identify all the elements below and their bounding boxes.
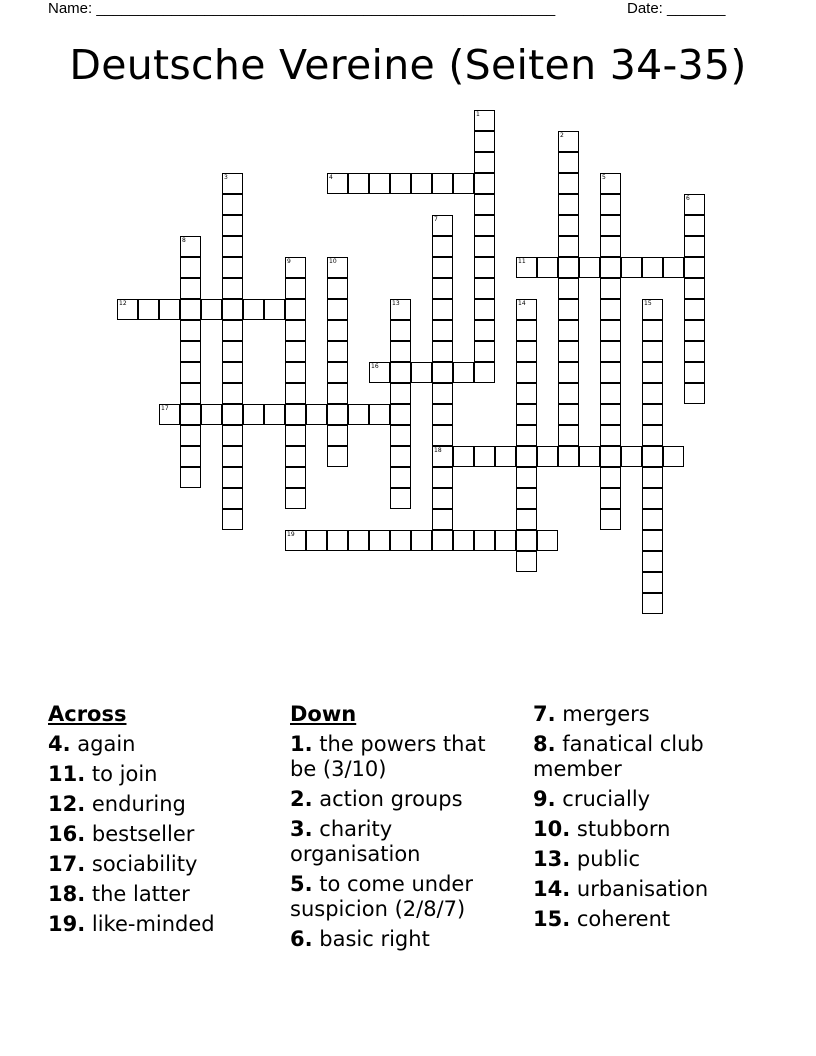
grid-cell[interactable] — [642, 383, 663, 404]
grid-cell[interactable] — [516, 383, 537, 404]
grid-cell[interactable] — [558, 278, 579, 299]
grid-cell[interactable] — [432, 446, 453, 467]
grid-cell[interactable] — [201, 299, 222, 320]
grid-cell[interactable] — [327, 278, 348, 299]
clue-number: 17. — [48, 852, 86, 876]
clue-item — [533, 787, 773, 812]
grid-cell[interactable] — [180, 383, 201, 404]
clue-item — [48, 912, 268, 937]
grid-cell[interactable] — [642, 509, 663, 530]
grid-cell[interactable] — [222, 299, 243, 320]
grid-cell[interactable] — [390, 446, 411, 467]
grid-cell[interactable] — [579, 446, 600, 467]
grid-cell[interactable] — [516, 404, 537, 425]
clue-number: 15. — [533, 907, 571, 931]
grid-cell[interactable] — [600, 362, 621, 383]
grid-cell[interactable] — [558, 383, 579, 404]
grid-cell[interactable] — [180, 467, 201, 488]
grid-cell[interactable] — [390, 320, 411, 341]
grid-cell[interactable] — [432, 362, 453, 383]
clue-text: to join — [85, 762, 158, 786]
grid-cell[interactable] — [390, 173, 411, 194]
cell-number: 16 — [371, 363, 379, 370]
grid-cell[interactable] — [558, 173, 579, 194]
grid-cell[interactable] — [285, 299, 306, 320]
clue-item — [533, 877, 773, 902]
grid-cell[interactable] — [180, 341, 201, 362]
grid-cell[interactable] — [327, 383, 348, 404]
grid-cell[interactable] — [663, 257, 684, 278]
grid-cell[interactable] — [558, 299, 579, 320]
clue-item — [290, 732, 510, 782]
grid-cell[interactable] — [474, 215, 495, 236]
grid-cell[interactable] — [432, 488, 453, 509]
grid-cell[interactable] — [684, 362, 705, 383]
grid-cell[interactable] — [600, 446, 621, 467]
clue-number: 13. — [533, 847, 571, 871]
grid-cell[interactable] — [558, 236, 579, 257]
clue-item — [533, 847, 773, 872]
grid-cell[interactable] — [390, 362, 411, 383]
clue-text: enduring — [85, 792, 186, 816]
grid-cell[interactable] — [642, 341, 663, 362]
grid-cell[interactable] — [285, 341, 306, 362]
clue-text: coherent — [570, 907, 671, 931]
grid-cell[interactable] — [285, 383, 306, 404]
clue-item — [48, 822, 268, 847]
grid-cell[interactable] — [390, 404, 411, 425]
grid-cell[interactable] — [159, 299, 180, 320]
grid-cell[interactable] — [474, 299, 495, 320]
grid-cell[interactable] — [600, 320, 621, 341]
grid-cell[interactable] — [222, 278, 243, 299]
grid-cell[interactable] — [684, 320, 705, 341]
grid-cell[interactable] — [600, 194, 621, 215]
clue-number: 18. — [48, 882, 86, 906]
across-heading: Across — [48, 702, 127, 726]
clue-number: 3. — [290, 817, 313, 841]
grid-cell[interactable] — [285, 425, 306, 446]
grid-cell[interactable] — [474, 362, 495, 383]
cell-number: 1 — [476, 111, 480, 118]
grid-cell[interactable] — [600, 278, 621, 299]
grid-cell[interactable] — [495, 446, 516, 467]
clue-item — [290, 787, 510, 812]
grid-cell[interactable] — [264, 299, 285, 320]
grid-cell[interactable] — [327, 446, 348, 467]
grid-cell[interactable] — [600, 509, 621, 530]
clue-text: mergers — [555, 702, 650, 726]
grid-cell[interactable] — [684, 236, 705, 257]
cell-number: 8 — [182, 237, 186, 244]
clue-number: 9. — [533, 787, 556, 811]
cell-number: 5 — [602, 174, 606, 181]
grid-cell[interactable] — [180, 446, 201, 467]
grid-cell[interactable] — [222, 488, 243, 509]
cell-number: 2 — [560, 132, 564, 139]
grid-cell[interactable] — [222, 173, 243, 194]
grid-cell[interactable] — [348, 530, 369, 551]
clue-item — [290, 927, 510, 952]
grid-cell[interactable] — [537, 446, 558, 467]
grid-cell[interactable] — [558, 362, 579, 383]
grid-cell[interactable] — [684, 299, 705, 320]
grid-cell[interactable] — [285, 278, 306, 299]
grid-cell[interactable] — [642, 362, 663, 383]
grid-cell[interactable] — [516, 299, 537, 320]
grid-cell[interactable] — [432, 257, 453, 278]
grid-cell[interactable] — [222, 362, 243, 383]
grid-cell[interactable] — [600, 299, 621, 320]
grid-cell[interactable] — [474, 131, 495, 152]
grid-cell[interactable] — [432, 530, 453, 551]
grid-cell[interactable] — [516, 425, 537, 446]
clue-item — [290, 817, 510, 867]
cell-number: 11 — [518, 258, 526, 265]
grid-cell[interactable] — [558, 215, 579, 236]
grid-cell[interactable] — [327, 299, 348, 320]
grid-cell[interactable] — [642, 299, 663, 320]
grid-cell[interactable] — [642, 425, 663, 446]
clue-number: 7. — [533, 702, 556, 726]
grid-cell[interactable] — [159, 404, 180, 425]
grid-cell[interactable] — [264, 404, 285, 425]
grid-cell[interactable] — [558, 131, 579, 152]
clue-text: again — [70, 732, 136, 756]
grid-cell[interactable] — [348, 173, 369, 194]
grid-cell[interactable] — [222, 236, 243, 257]
grid-cell[interactable] — [285, 362, 306, 383]
clue-text: sociability — [85, 852, 198, 876]
grid-cell[interactable] — [495, 530, 516, 551]
grid-cell[interactable] — [474, 446, 495, 467]
grid-cell[interactable] — [516, 488, 537, 509]
clue-item — [48, 762, 268, 787]
clue-item — [48, 852, 268, 877]
grid-cell[interactable] — [432, 173, 453, 194]
clue-text: charity organisation — [290, 817, 421, 866]
grid-cell[interactable] — [285, 257, 306, 278]
grid-cell[interactable] — [285, 488, 306, 509]
grid-cell[interactable] — [600, 383, 621, 404]
grid-cell[interactable] — [558, 152, 579, 173]
clue-number: 11. — [48, 762, 86, 786]
grid-cell[interactable] — [180, 425, 201, 446]
clue-item — [48, 882, 268, 907]
clue-number: 10. — [533, 817, 571, 841]
grid-cell[interactable] — [243, 299, 264, 320]
grid-cell[interactable] — [600, 236, 621, 257]
grid-cell[interactable] — [642, 467, 663, 488]
cell-number: 17 — [161, 405, 169, 412]
clue-number: 16. — [48, 822, 86, 846]
down-list-2 — [533, 702, 773, 932]
grid-cell[interactable] — [600, 404, 621, 425]
clue-text: stubborn — [570, 817, 671, 841]
grid-cell[interactable] — [621, 257, 642, 278]
grid-cell[interactable] — [516, 530, 537, 551]
grid-cell[interactable] — [684, 257, 705, 278]
down-clues-continued — [533, 702, 773, 937]
clue-number: 5. — [290, 872, 313, 896]
grid-cell[interactable] — [516, 467, 537, 488]
grid-cell[interactable] — [684, 278, 705, 299]
grid-cell[interactable] — [432, 383, 453, 404]
name-line[interactable]: Name: _______________________________________________________ — [48, 0, 556, 17]
grid-cell[interactable] — [558, 257, 579, 278]
grid-cell[interactable] — [432, 341, 453, 362]
clue-number: 12. — [48, 792, 86, 816]
grid-cell[interactable] — [684, 341, 705, 362]
clue-number: 1. — [290, 732, 313, 756]
grid-cell[interactable] — [516, 509, 537, 530]
grid-cell[interactable] — [453, 446, 474, 467]
cell-number: 6 — [686, 195, 690, 202]
cell-number: 3 — [224, 174, 228, 181]
grid-cell[interactable] — [453, 530, 474, 551]
grid-cell[interactable] — [537, 530, 558, 551]
grid-cell[interactable] — [474, 173, 495, 194]
clue-text: the latter — [85, 882, 190, 906]
cell-number: 9 — [287, 258, 291, 265]
grid-cell[interactable] — [222, 446, 243, 467]
clue-number: 19. — [48, 912, 86, 936]
cell-number: 12 — [119, 300, 127, 307]
clue-item — [533, 702, 773, 727]
grid-cell[interactable] — [390, 299, 411, 320]
grid-cell[interactable] — [243, 404, 264, 425]
grid-cell[interactable] — [327, 173, 348, 194]
grid-cell[interactable] — [432, 404, 453, 425]
grid-cell[interactable] — [432, 278, 453, 299]
grid-cell[interactable] — [432, 320, 453, 341]
across-list — [48, 732, 268, 937]
cell-number: 13 — [392, 300, 400, 307]
grid-cell[interactable] — [411, 362, 432, 383]
grid-cell[interactable] — [285, 320, 306, 341]
clue-text: action groups — [312, 787, 463, 811]
grid-cell[interactable] — [474, 341, 495, 362]
grid-cell[interactable] — [684, 383, 705, 404]
grid-cell[interactable] — [369, 362, 390, 383]
clue-item — [48, 732, 268, 757]
grid-cell[interactable] — [327, 257, 348, 278]
grid-cell[interactable] — [684, 194, 705, 215]
grid-cell[interactable] — [474, 320, 495, 341]
clue-item — [533, 732, 773, 782]
clue-text: crucially — [555, 787, 651, 811]
grid-cell[interactable] — [390, 488, 411, 509]
clue-number: 14. — [533, 877, 571, 901]
grid-cell[interactable] — [117, 299, 138, 320]
clue-number: 2. — [290, 787, 313, 811]
grid-cell[interactable] — [600, 215, 621, 236]
down-clues — [290, 702, 510, 957]
grid-cell[interactable] — [474, 530, 495, 551]
clue-item — [533, 907, 773, 932]
grid-cell[interactable] — [600, 341, 621, 362]
grid-cell[interactable] — [642, 488, 663, 509]
grid-cell[interactable] — [474, 257, 495, 278]
grid-cell[interactable] — [138, 299, 159, 320]
grid-cell[interactable] — [642, 572, 663, 593]
grid-cell[interactable] — [222, 257, 243, 278]
grid-cell[interactable] — [474, 110, 495, 131]
grid-cell[interactable] — [327, 320, 348, 341]
grid-cell[interactable] — [474, 194, 495, 215]
grid-cell[interactable] — [642, 404, 663, 425]
grid-cell[interactable] — [306, 404, 327, 425]
grid-cell[interactable] — [222, 404, 243, 425]
grid-cell[interactable] — [327, 530, 348, 551]
clue-text: like-minded — [85, 912, 215, 936]
grid-cell[interactable] — [642, 530, 663, 551]
grid-cell[interactable] — [516, 320, 537, 341]
clue-number: 6. — [290, 927, 313, 951]
grid-cell[interactable] — [642, 320, 663, 341]
clue-text: basic right — [312, 927, 430, 951]
cell-number: 4 — [329, 174, 333, 181]
grid-cell[interactable] — [432, 467, 453, 488]
grid-cell[interactable] — [348, 404, 369, 425]
grid-cell[interactable] — [453, 173, 474, 194]
grid-cell[interactable] — [180, 278, 201, 299]
grid-cell[interactable] — [516, 341, 537, 362]
cell-number: 19 — [287, 531, 295, 538]
grid-cell[interactable] — [684, 215, 705, 236]
grid-cell[interactable] — [285, 404, 306, 425]
grid-cell[interactable] — [642, 257, 663, 278]
clue-text: urbanisation — [570, 877, 709, 901]
grid-cell[interactable] — [663, 446, 684, 467]
grid-cell[interactable] — [411, 173, 432, 194]
grid-cell[interactable] — [516, 257, 537, 278]
grid-cell[interactable] — [180, 236, 201, 257]
grid-cell[interactable] — [390, 425, 411, 446]
clue-text: to come under suspicion (2/8/7) — [290, 872, 473, 921]
grid-cell[interactable] — [600, 257, 621, 278]
grid-cell[interactable] — [600, 173, 621, 194]
clue-item — [533, 817, 773, 842]
grid-cell[interactable] — [537, 257, 558, 278]
grid-cell[interactable] — [222, 509, 243, 530]
grid-cell[interactable] — [222, 383, 243, 404]
grid-cell[interactable] — [180, 257, 201, 278]
grid-cell[interactable] — [642, 593, 663, 614]
grid-cell[interactable] — [558, 446, 579, 467]
page-title: Deutsche Vereine (Seiten 34-35) — [69, 41, 747, 89]
clue-item — [290, 872, 510, 922]
grid-cell[interactable] — [411, 530, 432, 551]
grid-cell[interactable] — [327, 425, 348, 446]
clue-number: 8. — [533, 732, 556, 756]
grid-cell[interactable] — [327, 362, 348, 383]
grid-cell[interactable] — [180, 320, 201, 341]
clue-item — [48, 792, 268, 817]
date-line[interactable]: Date: _______ — [627, 0, 726, 17]
grid-cell[interactable] — [390, 467, 411, 488]
grid-cell[interactable] — [432, 425, 453, 446]
grid-cell[interactable] — [600, 488, 621, 509]
grid-cell[interactable] — [201, 404, 222, 425]
grid-cell[interactable] — [579, 257, 600, 278]
grid-cell[interactable] — [516, 362, 537, 383]
grid-cell[interactable] — [222, 467, 243, 488]
clue-number: 4. — [48, 732, 71, 756]
grid-cell[interactable] — [621, 446, 642, 467]
grid-cell[interactable] — [474, 152, 495, 173]
grid-cell[interactable] — [558, 320, 579, 341]
grid-cell[interactable] — [474, 236, 495, 257]
cell-number: 10 — [329, 258, 337, 265]
grid-cell[interactable] — [180, 362, 201, 383]
grid-cell[interactable] — [516, 551, 537, 572]
grid-cell[interactable] — [369, 404, 390, 425]
grid-cell[interactable] — [306, 530, 327, 551]
grid-cell[interactable] — [180, 299, 201, 320]
grid-cell[interactable] — [642, 551, 663, 572]
down-heading: Down — [290, 702, 357, 726]
grid-cell[interactable] — [327, 404, 348, 425]
grid-cell[interactable] — [390, 383, 411, 404]
clue-text: bestseller — [85, 822, 195, 846]
grid-cell[interactable] — [600, 467, 621, 488]
grid-cell[interactable] — [432, 215, 453, 236]
grid-cell[interactable] — [558, 404, 579, 425]
cell-number: 15 — [644, 300, 652, 307]
down-list-1 — [290, 732, 510, 952]
grid-cell[interactable] — [285, 530, 306, 551]
grid-cell[interactable] — [327, 341, 348, 362]
grid-cell[interactable] — [474, 278, 495, 299]
grid-cell[interactable] — [453, 362, 474, 383]
grid-cell[interactable] — [390, 341, 411, 362]
grid-cell[interactable] — [222, 425, 243, 446]
grid-cell[interactable] — [222, 194, 243, 215]
clue-text: public — [570, 847, 641, 871]
grid-cell[interactable] — [558, 425, 579, 446]
grid-cell[interactable] — [285, 446, 306, 467]
grid-cell[interactable] — [558, 341, 579, 362]
grid-cell[interactable] — [432, 299, 453, 320]
clue-text: the powers that be (3/10) — [290, 732, 486, 781]
cell-number: 7 — [434, 216, 438, 223]
grid-cell[interactable] — [516, 446, 537, 467]
grid-cell[interactable] — [432, 236, 453, 257]
grid-cell[interactable] — [558, 194, 579, 215]
grid-cell[interactable] — [285, 467, 306, 488]
grid-cell[interactable] — [369, 173, 390, 194]
grid-cell[interactable] — [222, 320, 243, 341]
grid-cell[interactable] — [222, 341, 243, 362]
grid-cell[interactable] — [369, 530, 390, 551]
grid-cell[interactable] — [642, 446, 663, 467]
cell-number: 14 — [518, 300, 526, 307]
grid-cell[interactable] — [390, 530, 411, 551]
grid-cell[interactable] — [180, 404, 201, 425]
grid-cell[interactable] — [600, 425, 621, 446]
grid-cell[interactable] — [432, 509, 453, 530]
cell-number: 18 — [434, 447, 442, 454]
grid-cell[interactable] — [222, 215, 243, 236]
clue-text: fanatical club member — [533, 732, 704, 781]
across-clues — [48, 702, 268, 942]
